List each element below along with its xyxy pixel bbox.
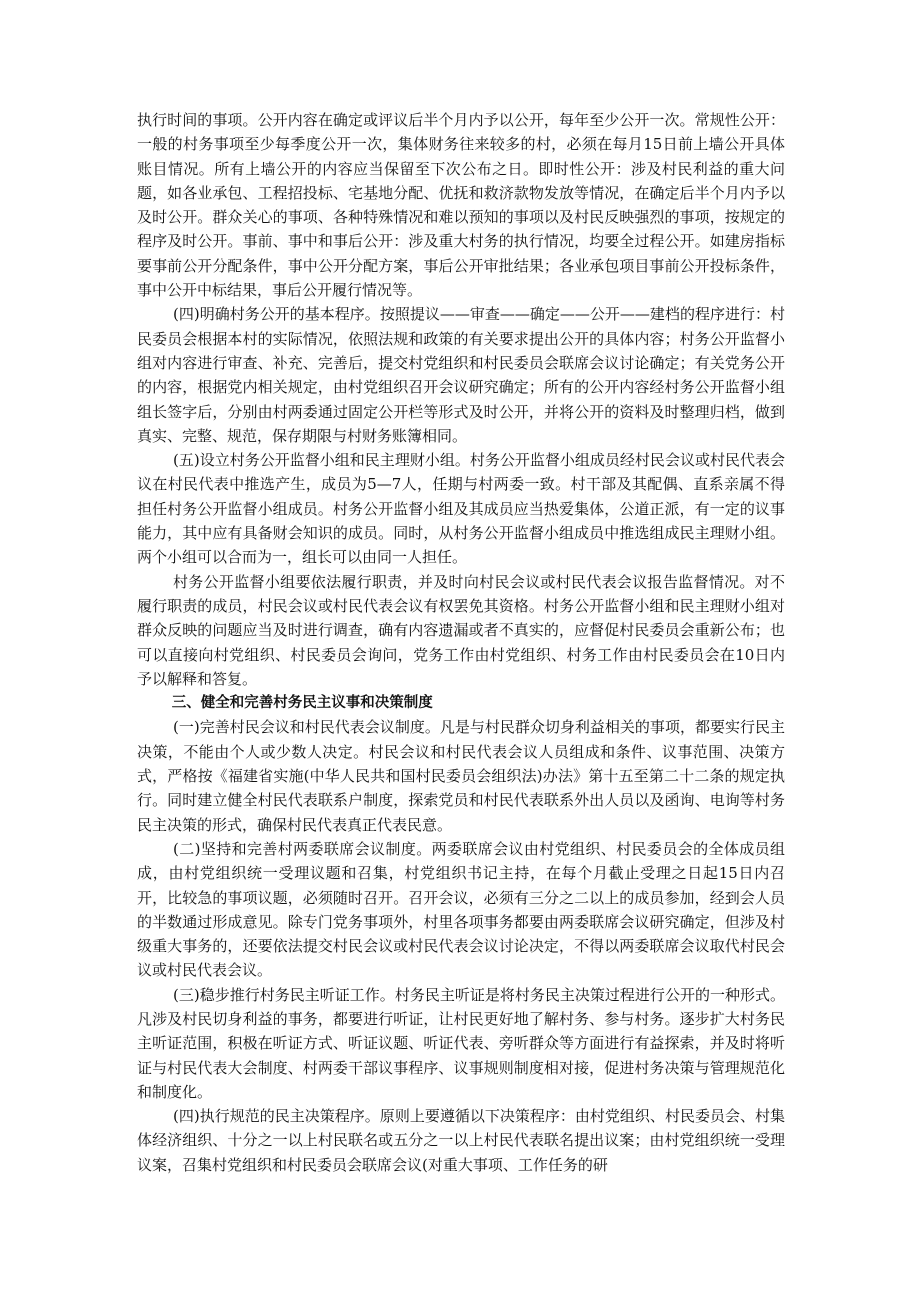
- paragraph-continuation: 执行时间的事项。公开内容在确定或评议后半个月内予以公开，每年至少公开一次。常规性公开：一般的村务事项至少每季度公开一次，集体财务往来较多的村，必须在每月15日前上墙公开具体账目情况。所有上墙公开的内容应当保留至下次公布之日。即时性公开：涉及村民利益的重大问题，如各业承包、工程招投标、宅基地分配、优抚和救济款物发放等情况，在确定后半个月内予以及时公开。群众关心的事项、各种特殊情况和难以预知的事项以及村民反映强烈的事项，按规定的程序及时公开。事前、事中和事后公开：涉及重大村务的执行情况，均要全过程公开。如建房指标要事前公开分配条件，事中公开分配方案，事后公开审批结果；各业承包项目事前公开投标条件，事中公开中标结果，事后公开履行情况等。: [137, 111, 785, 300]
- paragraph-supervision-group: (五)设立村务公开监督小组和民主理财小组。村务公开监督小组成员经村民会议或村民代表会议在村民代表中推选产生，成员为5—7人，任期与村两委一致。村干部及其配偶、直系亲属不得担任村务公开监督小组成员。村务公开监督小组及其成员应当热爱集体，公道正派，有一定的议事能力，其中应有具备财会知识的成员。同时，从村务公开监督小组成员中推选组成民主理财小组。两个小组可以合而为一，组长可以由同一人担任。: [137, 451, 785, 567]
- paragraph-decision-procedure: (四)执行规范的民主决策程序。原则上要遵循以下决策程序：由村党组织、村民委员会、村集体经济组织、十分之一以上村民联名或五分之一以上村民代表联名提出议案；由村党组织统一受理议案，召集村党组织和村民委员会联席会议(对重大事项、工作任务的研: [137, 1107, 785, 1174]
- paragraph-supervision-duties: 村务公开监督小组要依法履行职责，并及时向村民会议或村民代表会议报告监督情况。对不履行职责的成员，村民会议或村民代表会议有权罢免其资格。村务公开监督小组和民主理财小组对群众反映的问题应当及时进行调查，确有内容遗漏或者不真实的，应督促村民委员会重新公布；也可以直接向村党组织、村民委员会询问，党务工作由村党组织、村务工作由村民委员会在10日内予以解释和答复。: [137, 572, 785, 688]
- paragraph-joint-meeting: (二)坚持和完善村两委联席会议制度。两委联席会议由村党组织、村民委员会的全体成员组成，由村党组织统一受理议题和召集，村党组织书记主持，在每个月截止受理之日起15日内召开，比较急的事项议题，必须随时召开。召开会议，必须有三分之二以上的成员参加，经到会人员的半数通过形成意见。除专门党务事项外，村里各项事务都要由两委联席会议研究确定，但涉及村级重大事务的，还要依法提交村民会议或村民代表会议讨论决定，不得以两委联席会议取代村民会议或村民代表会议。: [137, 839, 785, 980]
- section-heading: 三、健全和完善村务民主议事和决策制度: [171, 695, 433, 712]
- paragraph-public-procedure: (四)明确村务公开的基本程序。按照提议——审查——确定——公开——建档的程序进行：村民委员会根据本村的实际情况，依照法规和政策的有关要求提出公开的具体内容；村务公开监督小组对内容进行审查、补充、完善后，提交村党组织和村民委员会联席会议讨论确定；有关党务公开的内容，根据党内相关规定，由村党组织召开会议研究确定；所有的公开内容经村务公开监督小组组长签字后，分别由村两委通过固定公开栏等形式及时公开，并将公开的资料及时整理归档，做到真实、完整、规范，保存期限与村财务账簿相同。: [137, 305, 785, 445]
- paragraph-villager-meeting: (一)完善村民会议和村民代表会议制度。凡是与村民群众切身利益相关的事项，都要实行民主决策，不能由个人或少数人决定。村民会议和村民代表会议人员组成和条件、议事范围、决策方式，严格按《福建省实施(中华人民共和国村民委员会组织法)办法》第十五至第二十二条的规定执行。同时建立健全村民代表联系户制度，探索党员和村民代表联系外出人员以及函询、电询等村务民主决策的形式，确保村民代表真正代表民意。: [137, 718, 785, 834]
- paragraph-hearing: (三)稳步推行村务民主听证工作。村务民主听证是将村务民主决策过程进行公开的一种形式。凡涉及村民切身利益的事务，都要进行听证，让村民更好地了解村务、参与村务。逐步扩大村务民主听证范围，积极在听证方式、听证议题、听证代表、旁听群众等方面进行有益探索，并及时将听证与村民代表大会制度、村两委干部议事程序、议事规则制度相对接，促进村务决策与管理规范化和制度化。: [137, 985, 785, 1101]
- document-page: [137, 108, 785, 1177]
